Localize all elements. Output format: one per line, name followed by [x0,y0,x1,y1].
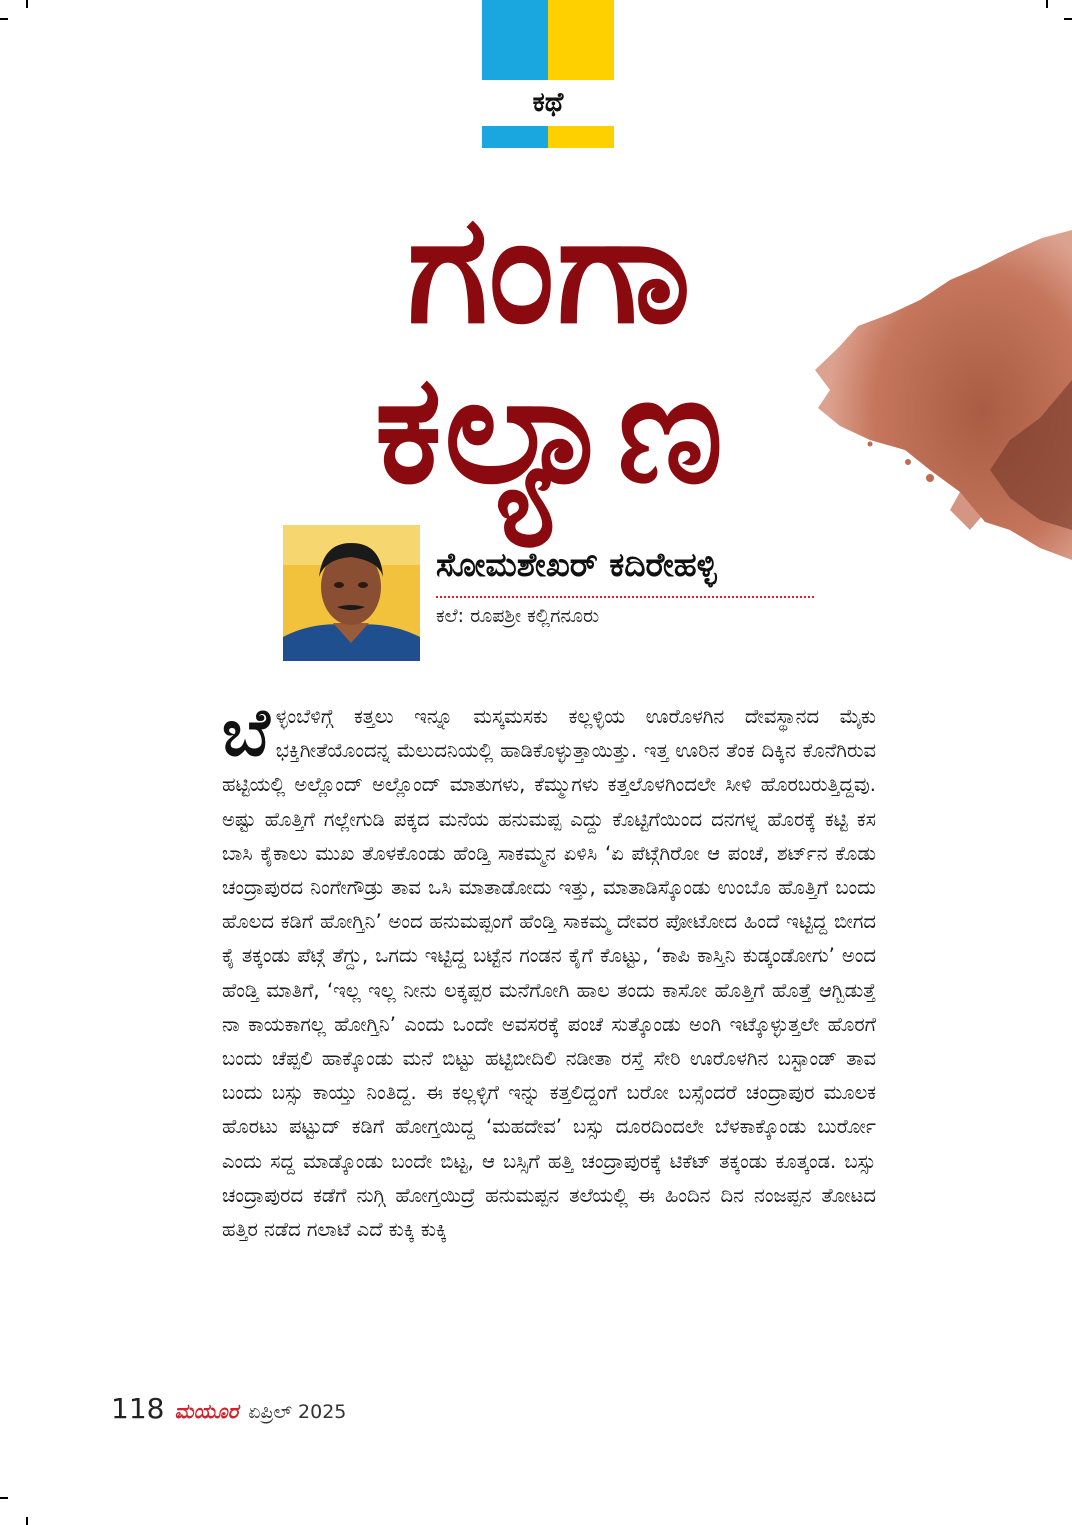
issue-date: ಏಪ್ರಿಲ್ 2025 [248,1401,347,1423]
category-label: ಕಥೆ [532,87,564,118]
illustrator-credit: ಕಲೆ: ರೂಪಶ್ರೀ ಕಲ್ಲಿಗನೂರು [436,605,600,627]
author-name: ಸೋಮಶೇಖರ್ ಕದಿರೇಹಳ್ಳಿ [436,545,717,584]
author-divider [436,596,814,598]
paint-splash-illustration [810,230,1072,570]
page-footer [111,1392,346,1428]
crop-mark-left-bottom [0,1497,8,1499]
drop-cap: ಬೆ [222,700,270,771]
crop-mark-right-top [1064,18,1072,20]
title-line-2: ಕಲ್ಯಾಣ [374,343,726,517]
crop-mark-bottom-left [26,1517,28,1525]
category-color-block-top [482,0,614,80]
author-photo [283,525,420,661]
crop-mark-top-right [1046,0,1048,8]
story-text: ಳ್ಳಂಬೆಳಿಗ್ಗೆ ಕತ್ತಲು ಇನ್ನೂ ಮಸ್ಕಮಸಕು ಕಲ್ಲಳ್ಳಿಯ ಊರೊಳಗಿನ ದೇವಸ್ಥಾನದ ಮೈಕು ಭಕ್ತಿಗೀತೆಯೊಂದನ್ನ ಮೆಲುದನಿಯಲ್ಲಿ ಹಾಡಿಕೊಳ್ಳುತ್ತಾಯಿತ್ತು. ಇತ್ತ ಊರಿನ ತೆಂಕ ದಿಕ್ಕಿನ ಕೊನೆಗಿರುವ ಹಟ್ಟಿಯಲ್ಲಿ ಅಲ್ಲೊಂದ್ ಅಲ್ಲೊಂದ್ ಮಾತುಗಳು, ಕೆಮ್ಮುಗಳು ಕತ್ತಲೊಳಗಿಂದಲೇ ಸೀಳಿ ಹೊರಬರುತ್ತಿದ್ದವು. ಅಷ್ಟು ಹೊತ್ತಿಗೆ ಗಲ್ಲೇಗುಡಿ ಪಕ್ಕದ ಮನೆಯ ಹನುಮಪ್ಪ ಎದ್ದು ಕೊಟ್ಟಿಗೆಯಿಂದ ದನಗಳ್ನ ಹೊರಕ್ಕೆ ಕಟ್ಟಿ ಕಸ ಬಾಸಿ ಕೈಕಾಲು ಮುಖ ತೊಳಕೊಂಡು ಹೆಂಡ್ತಿ ಸಾಕಮ್ಮನ ಏಳಿಸಿ ‘ಏ ಪೆಟ್ಗೆಗಿರೋ ಆ ಪಂಚೆ, ಶರ್ಟ್‌ನ ಕೊಡು ಚಂದ್ರಾಪುರದ ನಿಂಗೇಗೌಡ್ರು ತಾವ ಒಸಿ ಮಾತಾಡೋದು ಇತ್ತು, ಮಾತಾಡಿಸ್ಕೊಂಡು ಉಂಬೊ ಹೊತ್ತಿಗೆ ಬಂದು ಹೊಲದ ಕಡಿಗೆ ಹೋಗ್ತಿನಿ’ ಅಂದ ಹನುಮಪ್ಪಂಗೆ ಹೆಂಡ್ತಿ ಸಾಕಮ್ಮ ದೇವರ ಪೋಟೋದ ಹಿಂದೆ ಇಟ್ಟಿದ್ದ ಬೀಗದ ಕೈ ತಕ್ಕಂಡು ಪೆಟ್ಗೆ ತೆಗ್ದು, ಒಗದು ಇಟ್ಟಿದ್ದ ಬಟ್ಟೆನ ಗಂಡನ ಕೈಗೆ ಕೊಟ್ಟು, ‘ಕಾಪಿ ಕಾಸ್ತಿನಿ ಕುಡ್ಕಂಡೋಗು’ ಅಂದ ಹೆಂಡ್ತಿ ಮಾತಿಗೆ, ‘ಇಲ್ಲ ಇಲ್ಲ ನೀನು ಲಕ್ಕಪ್ಪರ ಮನೆಗೋಗಿ ಹಾಲ ತಂದು ಕಾಸೋ ಹೊತ್ತಿಗೆ ಹೊತ್ತೆ ಆಗ್ಬಿಡುತ್ತೆ ನಾ ಕಾಯಕಾಗಲ್ಲ ಹೋಗ್ತಿನಿ’ ಎಂದು ಒಂದೇ ಅವಸರಕ್ಕೆ ಪಂಚೆ ಸುತ್ಕೊಂಡು ಅಂಗಿ ಇಟ್ಕೊಳ್ಳುತ್ತಲೇ ಹೊರಗೆ ಬಂದು ಚೆಪ್ಪಲಿ ಹಾಕ್ಕೊಂಡು ಮನೆ ಬಿಟ್ಟು ಹಟ್ಟಿಬೀದಿಲಿ ನಡೀತಾ ರಸ್ತೆ ಸೇರಿ ಊರೊಳಗಿನ ಬಸ್ಟಾಂಡ್ ತಾವ ಬಂದು ಬಸ್ಸು ಕಾಯ್ತು ನಿಂತಿದ್ದ. ಈ ಕಲ್ಲಳ್ಳಿಗೆ ಇನ್ನು ಕತ್ತಲಿದ್ದಂಗೆ ಬರೋ ಬಸ್ಸೆಂದರೆ ಚಂದ್ರಾಪುರ ಮೂಲಕ ಹೊರಟು ಪಟ್ಟುದ್ ಕಡಿಗೆ ಹೋಗ್ತಯಿದ್ದ ‘ಮಹದೇವ’ ಬಸ್ಸು ದೂರದಿಂದಲೇ ಬೆಳಕಾಕ್ಕೊಂಡು ಬುರ್ರೋ ಎಂದು ಸದ್ದ ಮಾಡ್ಕೊಂಡು ಬಂದೇ ಬಿಟ್ಟ, ಆ ಬಸ್ಸಿಗೆ ಹತ್ತಿ ಚಂದ್ರಾಪುರಕ್ಕೆ ಟಿಕೆಟ್ ತಕ್ಕಂಡು ಕೂತ್ಕಂಡ. ಬಸ್ಸು ಚಂದ್ರಾಪುರದ ಕಡೆಗೆ ನುಗ್ಗಿ ಹೋಗ್ತಯಿದ್ರೆ ಹನುಮಪ್ಪನ ತಲೆಯಲ್ಲಿ ಈ ಹಿಂದಿನ ದಿನ ನಂಜಪ್ಪನ ತೋಟದ ಹತ್ತಿರ ನಡೆದ ಗಲಾಟೆ ಎದೆ ಕುಕ್ಕಿ ಕುಕ್ಕಿ [222,705,876,1242]
page-number: 118 [111,1392,165,1425]
title-line-1: ಗಂಗಾ [407,183,693,357]
category-color-block-bottom [482,126,614,148]
crop-mark-top-left [26,0,28,8]
crop-mark-left-top [0,18,8,20]
magazine-logo: ಮಯೂರ [174,1399,239,1423]
story-body [222,700,876,1385]
